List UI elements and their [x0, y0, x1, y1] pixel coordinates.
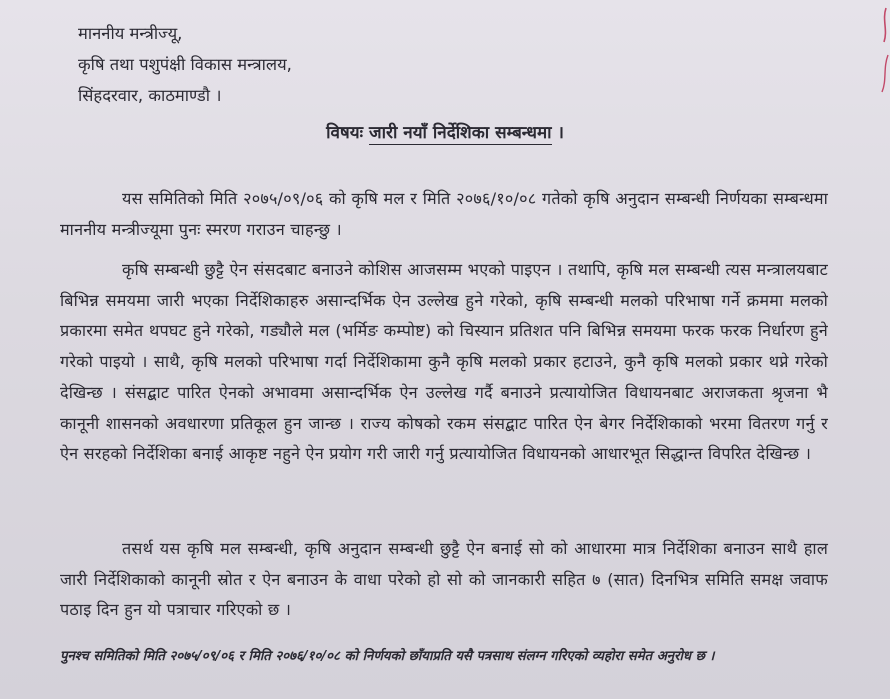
subject-label: विषयः [326, 123, 364, 143]
recipient-address [78, 18, 292, 111]
recipient-title: माननीय मन्त्रीज्यू, [78, 24, 183, 43]
body-paragraph-3: तसर्थ यस कृषि मल सम्बन्धी, कृषि अनुदान सम्बन्धी छुट्टै ऐन बनाई सो को आधारमा मात्र निर्देशिका बनाउन साथै हाल जारी निर्देशिकाको कानूनी स्रोत र ऐन बनाउन के वाधा परेको हो सो को जानकारी सहित ७ (सात) दिनभित्र समिति समक्ष जवाफ पठाइ दिन हुन यो पत्राचार गरिएको छ । [60, 539, 828, 620]
body-paragraph-1: यस समितिको मिति २०७५/०९/०६ को कृषि मल र मिति २०७६/१०/०८ गतेको कृषि अनुदान सम्बन्धी निर्णयका सम्बन्धमा माननीय मन्त्रीज्यूमा पुनः स्मरण गराउन चाहन्छु । [60, 189, 828, 239]
subject-end: । [557, 123, 564, 143]
postscript-note: पुनश्च समितिको मिति २०७५/०९/०६ र मिति २०७६/१०/०८ को निर्णयको छाँयाप्रति यसै पत्रसाथ संलग्न गरिएको व्यहोरा समेत अनुरोध छ । [60, 649, 715, 664]
recipient-ministry: कृषि तथा पशुपंक्षी विकास मन्त्रालय, [78, 55, 292, 74]
recipient-location: सिंहदरवार, काठमाण्डौ । [78, 86, 222, 105]
subject-text: जारी नयाँ निर्देशिका सम्बन्धमा [368, 123, 552, 143]
body-paragraph-2: कृषि सम्बन्धी छुट्टै ऐन संसदबाट बनाउने कोशिस आजसम्म भएको पाइएन । तथापि, कृषि मल सम्बन्धी त्यस मन्त्रालयबाट बिभिन्न समयमा जारी भएका निर्देशिकाहरु असान्दर्भिक ऐन उल्लेख हुने गरेको, कृषि सम्बन्धी मलको परिभाषा गर्ने क्रममा मलको प्रकारमा समेत थपघट हुने गरेको, गड्यौले मल (भर्मिङ कम्पोष्ट) को चिस्यान प्रतिशत पनि बिभिन्न समयमा फरक फरक निर्धारण हुने गरेको पाइयो । साथै, कृषि मलको परिभाषा गर्दा निर्देशिकामा कुनै कृषि मलको प्रकार हटाउने, कुनै कृषि मलको प्रकार थप्ने गरेको देखिन्छ । संसद्बाट पारित ऐनको अभावमा असान्दर्भिक ऐन उल्लेख गर्दै बनाउने प्रत्यायोजित विधायनबाट अराजकता श्रृजना भै कानूनी शासनको अवधारणा प्रतिकूल हुन जान्छ । राज्य कोषको रकम संसद्बाट पारित ऐन बेगर निर्देशिकाको भरमा वितरण गर्नु र ऐन सरहको निर्देशिका बनाई आकृष्ट नहुने ऐन प्रयोग गरी जारी गर्नु प्रत्यायोजित विधायनको आधारभूत सिद्धान्त विपरित देखिन्छ । [60, 260, 828, 464]
subject-line [0, 120, 890, 143]
